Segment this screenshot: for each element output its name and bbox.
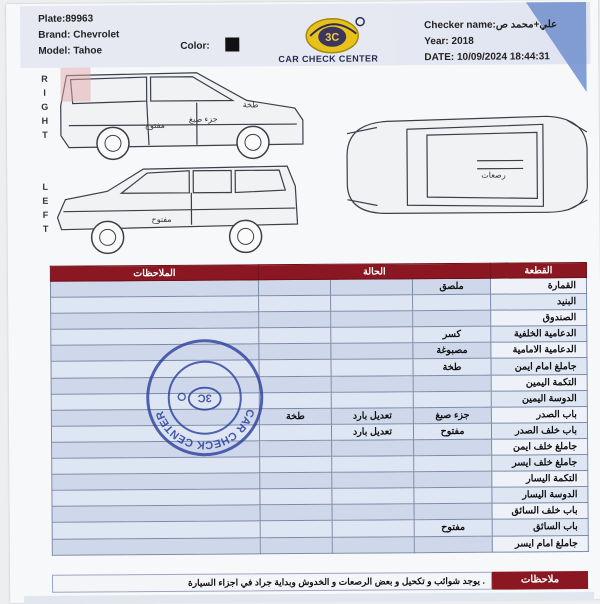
logo-mark: 3C	[325, 32, 339, 44]
part-cell: جاملغ خلف ايمن	[492, 438, 588, 455]
condition-cell	[331, 359, 413, 376]
stamp-mark: 3C	[198, 392, 212, 404]
part-cell: القمارة	[490, 278, 586, 295]
side-label-letter: I	[40, 86, 50, 100]
condition-cell	[260, 489, 332, 506]
note-right-paint: جزء صبغ	[189, 115, 218, 124]
condition-cell	[332, 440, 414, 457]
condition-cell	[413, 310, 491, 327]
right-rear-wheel	[97, 127, 129, 159]
note-cell	[52, 473, 260, 491]
condition-cell	[331, 327, 413, 344]
part-cell: الصندوق	[491, 310, 587, 327]
condition-cell	[332, 472, 414, 489]
condition-cell	[414, 471, 492, 488]
vehicle-info	[38, 11, 119, 60]
condition-cell	[259, 360, 331, 377]
condition-cell	[260, 521, 332, 538]
note-cell	[52, 505, 260, 523]
left-front-wheel	[92, 221, 124, 253]
model-text: Model: Tahoe	[38, 43, 119, 60]
part-cell: التكمة اليمين	[491, 374, 587, 391]
condition-cell: طخة	[259, 408, 331, 425]
note-cell	[52, 537, 260, 555]
part-cell: الدعامية الامامية	[491, 342, 587, 359]
footer-notes-text: يوجد شوائب و تكحيل و بعض الرصعات و الخدوش وبداية جراد في اجزاء السيارة .	[52, 572, 492, 593]
part-cell: الدعامية الخلفية	[491, 326, 587, 343]
car-top-view	[347, 116, 588, 214]
color-label: Color:	[180, 41, 210, 52]
condition-cell: مفتوح	[414, 520, 492, 537]
color-swatch	[225, 37, 239, 51]
plate-text: Plate:89963	[38, 11, 119, 28]
condition-cell: ملصق	[412, 278, 490, 295]
condition-cell	[332, 456, 414, 473]
condition-cell	[260, 440, 332, 457]
date-text: DATE: 10/09/2024 18:44:31	[424, 49, 557, 66]
condition-cell	[413, 294, 491, 311]
condition-table	[50, 262, 589, 555]
condition-header: الحالة	[258, 263, 490, 280]
part-cell: جاملغ خلف ايسر	[492, 455, 588, 472]
side-label-letter: G	[40, 100, 50, 114]
condition-cell	[260, 472, 332, 489]
right-front-wheel	[237, 126, 269, 158]
note-cell	[52, 489, 260, 507]
header-band	[20, 2, 590, 68]
part-header: القطعة	[490, 263, 586, 279]
condition-cell	[330, 279, 412, 296]
part-cell: باب خلف الصدر	[491, 422, 587, 439]
table-row	[52, 535, 588, 555]
part-cell: التكمة اليسار	[492, 471, 588, 488]
brand-text: Brand: Chevrolet	[38, 27, 119, 44]
note-left-opened: مفتوح	[151, 215, 171, 224]
part-cell: الدوسة اليسار	[492, 487, 588, 504]
condition-cell	[414, 487, 492, 504]
condition-cell	[258, 279, 330, 296]
bottom-strip	[24, 592, 594, 604]
left-rear-wheel	[230, 220, 262, 252]
condition-cell	[331, 343, 413, 360]
condition-cell	[332, 504, 414, 521]
note-cell	[51, 296, 259, 314]
condition-cell	[259, 328, 331, 345]
condition-cell: مفتوح	[413, 423, 491, 440]
condition-cell	[260, 537, 332, 554]
inspection-info	[424, 17, 557, 66]
stamp-ring-text: CAR CHECK CENTER	[154, 407, 256, 451]
note-cell	[52, 457, 260, 475]
condition-cell	[414, 439, 492, 456]
part-cell: جاملغ امام ايمن	[491, 358, 587, 375]
condition-cell	[259, 424, 331, 441]
condition-cell	[259, 344, 331, 361]
condition-cell	[332, 488, 414, 505]
note-right-opened: مفتوح	[145, 121, 165, 130]
note-cell	[51, 312, 259, 330]
condition-cell	[259, 311, 331, 328]
note-cell	[52, 521, 260, 539]
side-label-letter: F	[40, 208, 50, 222]
part-cell: باب خلف السائق	[492, 503, 588, 520]
inspection-stamp	[143, 336, 266, 459]
condition-cell: تعديل بارد	[331, 424, 413, 441]
part-cell: البنيد	[491, 294, 587, 311]
condition-cell	[413, 375, 491, 392]
part-cell: جاملغ امام ايسر	[492, 535, 588, 552]
condition-cell	[259, 376, 331, 393]
car-left-side-view	[57, 166, 297, 230]
vehicle-diagrams	[46, 62, 597, 266]
condition-cell	[331, 295, 413, 312]
logo-text: CAR CHECK CENTER	[278, 53, 378, 64]
note-cell	[50, 280, 258, 298]
inspection-sheet	[6, 0, 600, 603]
condition-cell	[260, 456, 332, 473]
part-cell: باب الصدر	[491, 406, 587, 423]
side-label-letter: H	[40, 114, 50, 128]
condition-cell	[414, 503, 492, 520]
condition-cell: جزء صبغ	[413, 407, 491, 424]
condition-cell	[414, 455, 492, 472]
checker-text: Checker name:علي+محمد ص	[424, 17, 557, 34]
note-top-pitting: رصعات	[481, 171, 506, 180]
condition-cell: تعديل بارد	[331, 407, 413, 424]
condition-cell: كسر	[413, 326, 491, 343]
year-text: Year: 2018	[424, 33, 557, 50]
note-right-dent: طخة	[243, 100, 259, 109]
condition-cell	[259, 295, 331, 312]
condition-cell	[331, 311, 413, 328]
side-label-letter: L	[40, 180, 50, 194]
condition-cell	[259, 392, 331, 409]
condition-cell	[332, 536, 414, 553]
condition-cell	[413, 391, 491, 408]
condition-cell	[331, 375, 413, 392]
notes-header: الملاحظات	[50, 265, 258, 281]
condition-cell: طخة	[413, 359, 491, 376]
footer-notes-label: ملاحظات	[492, 571, 588, 590]
condition-cell	[332, 520, 414, 537]
side-label-letter: T	[41, 222, 51, 236]
condition-cell	[331, 391, 413, 408]
condition-cell	[414, 536, 492, 553]
side-label-letter: T	[40, 128, 50, 142]
condition-cell	[260, 505, 332, 522]
side-label-letter: E	[40, 194, 50, 208]
svg-text:CAR CHECK CENTER	[154, 407, 256, 451]
footer-notes	[52, 571, 588, 593]
part-cell: الدوسة اليمين	[491, 390, 587, 407]
side-label-letter: R	[39, 72, 49, 86]
condition-cell: مصبوغة	[413, 343, 491, 360]
part-cell: باب السائق	[492, 519, 588, 536]
